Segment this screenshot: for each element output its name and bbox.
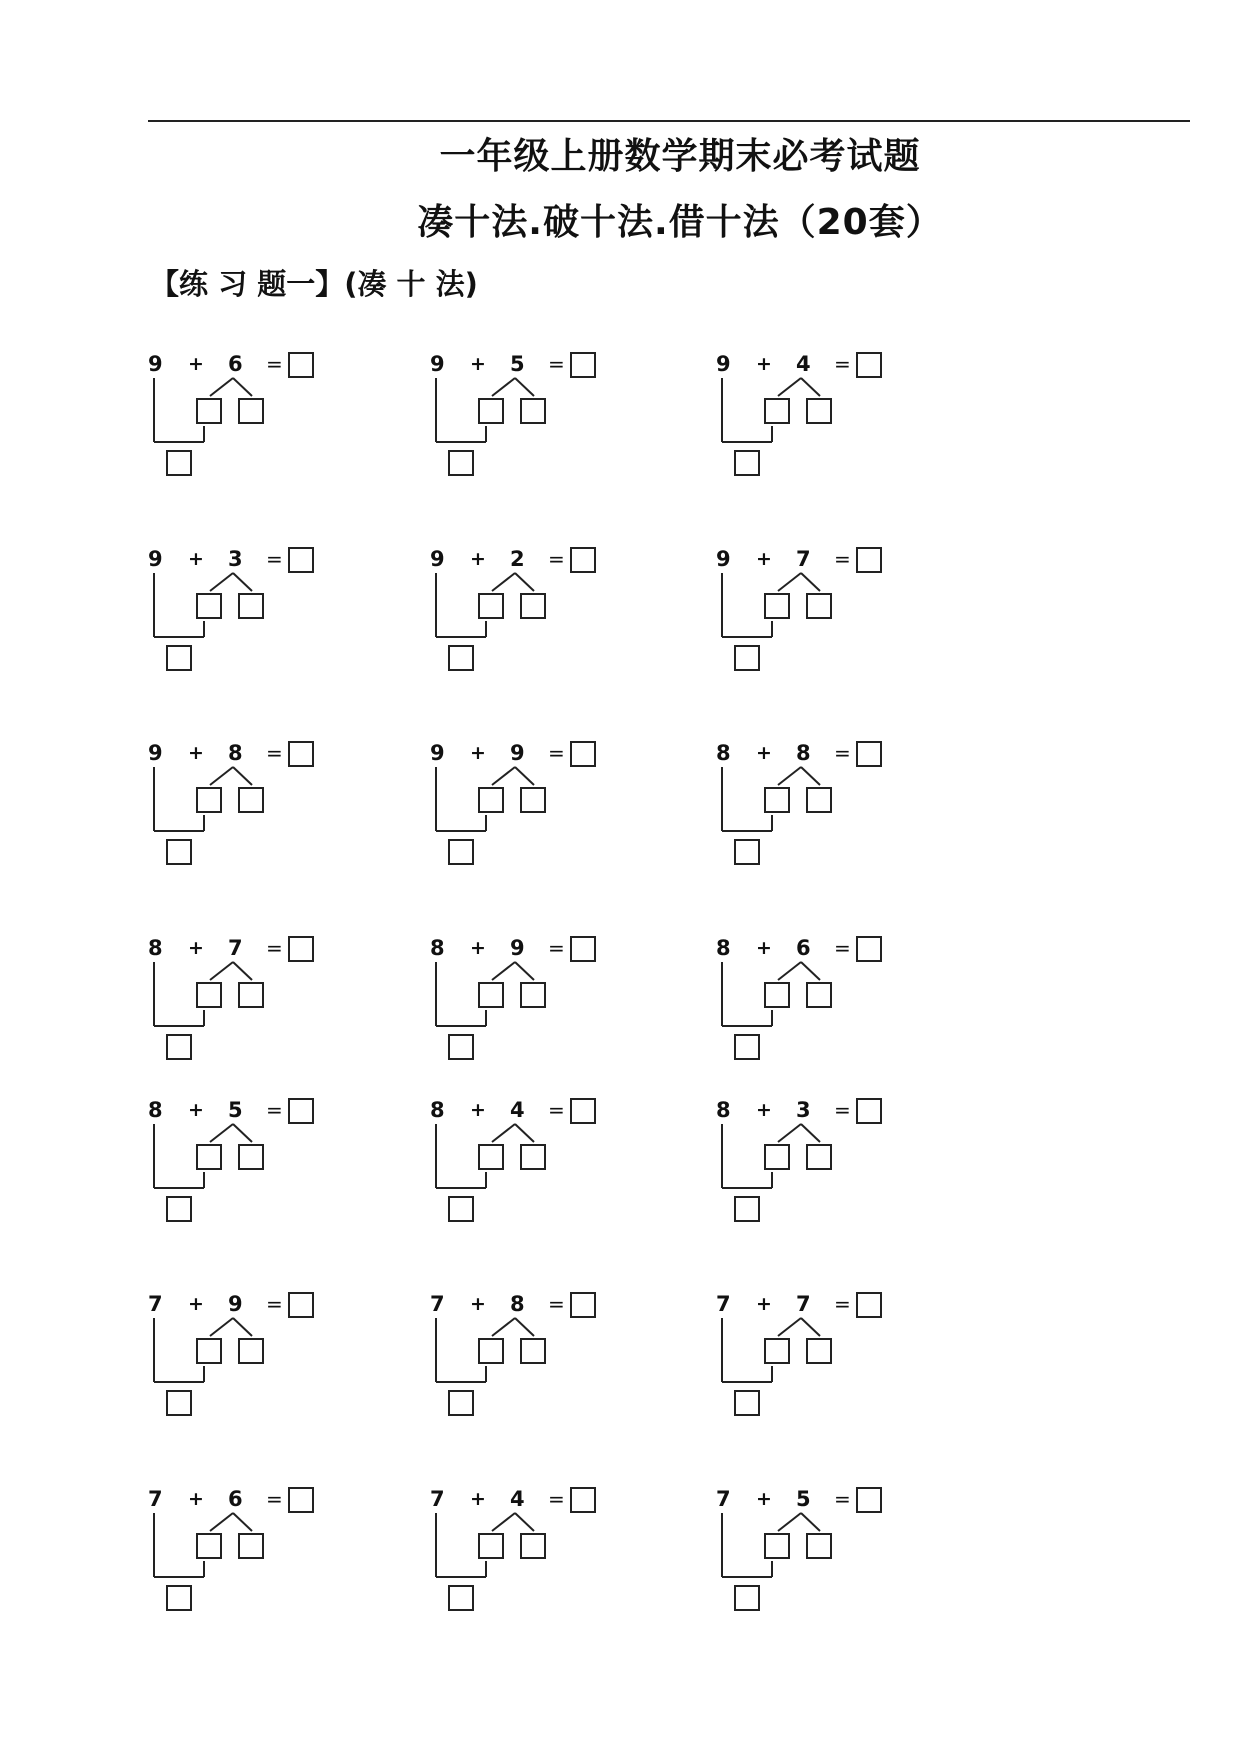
equals-sign: = xyxy=(548,547,565,571)
split-box-right[interactable] xyxy=(806,787,832,813)
answer-box[interactable] xyxy=(570,547,596,573)
addend-first: 7 xyxy=(430,1487,445,1511)
addend-first: 8 xyxy=(148,936,163,960)
ten-sum-box[interactable] xyxy=(734,645,760,671)
addend-second: 7 xyxy=(228,936,243,960)
addend-second: 5 xyxy=(796,1487,811,1511)
answer-box[interactable] xyxy=(570,1487,596,1513)
answer-box[interactable] xyxy=(570,936,596,962)
ten-sum-box[interactable] xyxy=(734,450,760,476)
equals-sign: = xyxy=(834,352,851,376)
addend-first: 8 xyxy=(716,1098,731,1122)
equals-sign: = xyxy=(266,936,283,960)
answer-box[interactable] xyxy=(288,1098,314,1124)
plus-sign: + xyxy=(470,353,486,375)
plus-sign: + xyxy=(470,1488,486,1510)
make-ten-problem xyxy=(148,741,338,891)
split-box-left[interactable] xyxy=(764,1144,790,1170)
answer-box[interactable] xyxy=(288,1487,314,1513)
ten-sum-box[interactable] xyxy=(166,839,192,865)
addend-second: 9 xyxy=(228,1292,243,1316)
equals-sign: = xyxy=(834,1098,851,1122)
plus-sign: + xyxy=(188,937,204,959)
addend-first: 8 xyxy=(430,1098,445,1122)
split-box-right[interactable] xyxy=(520,1338,546,1364)
equals-sign: = xyxy=(548,741,565,765)
answer-box[interactable] xyxy=(288,936,314,962)
ten-sum-box[interactable] xyxy=(448,450,474,476)
answer-box[interactable] xyxy=(570,741,596,767)
make-ten-problem xyxy=(430,1487,620,1637)
make-ten-problem xyxy=(430,1292,620,1442)
make-ten-problem xyxy=(148,1487,338,1637)
make-ten-problem xyxy=(148,352,338,502)
equals-sign: = xyxy=(266,741,283,765)
addend-second: 9 xyxy=(510,936,525,960)
addend-first: 7 xyxy=(716,1292,731,1316)
answer-box[interactable] xyxy=(856,741,882,767)
plus-sign: + xyxy=(188,353,204,375)
split-box-right[interactable] xyxy=(238,787,264,813)
make-ten-problem xyxy=(716,352,906,502)
split-box-left[interactable] xyxy=(764,593,790,619)
make-ten-problem xyxy=(716,741,906,891)
addend-second: 8 xyxy=(510,1292,525,1316)
answer-box[interactable] xyxy=(570,1292,596,1318)
split-box-left[interactable] xyxy=(196,1533,222,1559)
split-box-left[interactable] xyxy=(196,787,222,813)
plus-sign: + xyxy=(756,353,772,375)
split-box-right[interactable] xyxy=(520,787,546,813)
addend-first: 8 xyxy=(716,936,731,960)
split-box-right[interactable] xyxy=(806,1338,832,1364)
make-ten-problem xyxy=(430,1098,620,1248)
answer-box[interactable] xyxy=(856,352,882,378)
addend-second: 3 xyxy=(228,547,243,571)
split-box-right[interactable] xyxy=(520,593,546,619)
ten-sum-box[interactable] xyxy=(166,1390,192,1416)
top-rule xyxy=(148,120,1190,122)
addend-first: 8 xyxy=(430,936,445,960)
equals-sign: = xyxy=(548,1487,565,1511)
addend-first: 7 xyxy=(430,1292,445,1316)
plus-sign: + xyxy=(188,1488,204,1510)
plus-sign: + xyxy=(470,548,486,570)
answer-box[interactable] xyxy=(288,352,314,378)
split-box-right[interactable] xyxy=(806,593,832,619)
split-box-right[interactable] xyxy=(806,1533,832,1559)
page-title: 一年级上册数学期末必考试题 xyxy=(439,136,921,177)
addend-second: 6 xyxy=(228,352,243,376)
plus-sign: + xyxy=(756,1099,772,1121)
split-box-left[interactable] xyxy=(478,593,504,619)
plus-sign: + xyxy=(470,937,486,959)
ten-sum-box[interactable] xyxy=(166,645,192,671)
make-ten-problem xyxy=(716,1292,906,1442)
ten-sum-box[interactable] xyxy=(734,1390,760,1416)
split-box-right[interactable] xyxy=(238,982,264,1008)
plus-sign: + xyxy=(470,1293,486,1315)
equals-sign: = xyxy=(266,547,283,571)
equals-sign: = xyxy=(834,936,851,960)
addend-first: 7 xyxy=(148,1292,163,1316)
split-box-right[interactable] xyxy=(520,982,546,1008)
plus-sign: + xyxy=(756,1293,772,1315)
ten-sum-box[interactable] xyxy=(166,450,192,476)
make-ten-problem xyxy=(716,1098,906,1248)
plus-sign: + xyxy=(188,1293,204,1315)
ten-sum-box[interactable] xyxy=(448,839,474,865)
equals-sign: = xyxy=(266,1098,283,1122)
addend-first: 9 xyxy=(148,741,163,765)
ten-sum-box[interactable] xyxy=(734,1585,760,1611)
addend-second: 4 xyxy=(796,352,811,376)
make-ten-problem xyxy=(148,1292,338,1442)
split-box-right[interactable] xyxy=(238,1144,264,1170)
make-ten-problem xyxy=(716,547,906,697)
plus-sign: + xyxy=(756,742,772,764)
split-box-right[interactable] xyxy=(806,398,832,424)
plus-sign: + xyxy=(756,937,772,959)
addend-second: 5 xyxy=(510,352,525,376)
addend-first: 9 xyxy=(430,741,445,765)
split-box-right[interactable] xyxy=(238,398,264,424)
split-box-left[interactable] xyxy=(196,1144,222,1170)
split-box-right[interactable] xyxy=(238,1533,264,1559)
split-box-left[interactable] xyxy=(478,398,504,424)
ten-sum-box[interactable] xyxy=(734,839,760,865)
addend-second: 3 xyxy=(796,1098,811,1122)
addend-first: 9 xyxy=(148,547,163,571)
split-box-left[interactable] xyxy=(764,1338,790,1364)
equals-sign: = xyxy=(834,741,851,765)
split-box-left[interactable] xyxy=(196,982,222,1008)
split-box-right[interactable] xyxy=(238,593,264,619)
split-box-right[interactable] xyxy=(520,398,546,424)
addend-second: 6 xyxy=(228,1487,243,1511)
addend-first: 9 xyxy=(716,352,731,376)
answer-box[interactable] xyxy=(856,1098,882,1124)
addend-first: 9 xyxy=(716,547,731,571)
addend-first: 8 xyxy=(716,741,731,765)
addend-second: 4 xyxy=(510,1487,525,1511)
ten-sum-box[interactable] xyxy=(166,1585,192,1611)
equals-sign: = xyxy=(548,936,565,960)
make-ten-problem xyxy=(430,352,620,502)
split-box-right[interactable] xyxy=(520,1533,546,1559)
plus-sign: + xyxy=(470,1099,486,1121)
split-box-left[interactable] xyxy=(196,1338,222,1364)
plus-sign: + xyxy=(756,1488,772,1510)
split-box-left[interactable] xyxy=(478,1144,504,1170)
page-subtitle: 凑十法.破十法.借十法（20套） xyxy=(417,202,943,243)
split-box-right[interactable] xyxy=(806,982,832,1008)
addend-first: 9 xyxy=(430,547,445,571)
ten-sum-box[interactable] xyxy=(448,1585,474,1611)
plus-sign: + xyxy=(470,742,486,764)
split-box-left[interactable] xyxy=(196,593,222,619)
addend-second: 7 xyxy=(796,1292,811,1316)
ten-sum-box[interactable] xyxy=(166,1034,192,1060)
addend-first: 9 xyxy=(148,352,163,376)
addend-second: 6 xyxy=(796,936,811,960)
split-box-left[interactable] xyxy=(478,1533,504,1559)
equals-sign: = xyxy=(266,1487,283,1511)
equals-sign: = xyxy=(834,1487,851,1511)
addend-first: 7 xyxy=(148,1487,163,1511)
equals-sign: = xyxy=(548,352,565,376)
addend-first: 7 xyxy=(716,1487,731,1511)
addend-second: 4 xyxy=(510,1098,525,1122)
make-ten-problem xyxy=(148,1098,338,1248)
answer-box[interactable] xyxy=(288,1292,314,1318)
split-box-left[interactable] xyxy=(196,398,222,424)
addend-second: 9 xyxy=(510,741,525,765)
ten-sum-box[interactable] xyxy=(734,1196,760,1222)
split-box-right[interactable] xyxy=(520,1144,546,1170)
addend-second: 8 xyxy=(796,741,811,765)
answer-box[interactable] xyxy=(856,936,882,962)
addend-second: 8 xyxy=(228,741,243,765)
equals-sign: = xyxy=(548,1292,565,1316)
equals-sign: = xyxy=(834,547,851,571)
plus-sign: + xyxy=(188,548,204,570)
ten-sum-box[interactable] xyxy=(734,1034,760,1060)
ten-sum-box[interactable] xyxy=(448,1390,474,1416)
split-box-right[interactable] xyxy=(806,1144,832,1170)
make-ten-problem xyxy=(430,936,620,1086)
answer-box[interactable] xyxy=(570,1098,596,1124)
split-box-left[interactable] xyxy=(478,982,504,1008)
equals-sign: = xyxy=(266,1292,283,1316)
plus-sign: + xyxy=(756,548,772,570)
addend-second: 2 xyxy=(510,547,525,571)
make-ten-problem xyxy=(148,936,338,1086)
answer-box[interactable] xyxy=(856,1487,882,1513)
split-box-left[interactable] xyxy=(764,398,790,424)
equals-sign: = xyxy=(266,352,283,376)
addend-second: 7 xyxy=(796,547,811,571)
make-ten-problem xyxy=(716,936,906,1086)
addend-second: 5 xyxy=(228,1098,243,1122)
split-box-left[interactable] xyxy=(764,982,790,1008)
section-heading: 【练 习 题一】(凑 十 法) xyxy=(150,267,478,301)
split-box-left[interactable] xyxy=(478,1338,504,1364)
ten-sum-box[interactable] xyxy=(448,1196,474,1222)
addend-first: 8 xyxy=(148,1098,163,1122)
make-ten-problem xyxy=(148,547,338,697)
plus-sign: + xyxy=(188,742,204,764)
make-ten-problem xyxy=(716,1487,906,1637)
ten-sum-box[interactable] xyxy=(448,1034,474,1060)
ten-sum-box[interactable] xyxy=(448,645,474,671)
split-box-left[interactable] xyxy=(764,787,790,813)
split-box-right[interactable] xyxy=(238,1338,264,1364)
ten-sum-box[interactable] xyxy=(166,1196,192,1222)
equals-sign: = xyxy=(548,1098,565,1122)
make-ten-problem xyxy=(430,547,620,697)
answer-box[interactable] xyxy=(288,547,314,573)
plus-sign: + xyxy=(188,1099,204,1121)
answer-box[interactable] xyxy=(856,547,882,573)
split-box-left[interactable] xyxy=(478,787,504,813)
make-ten-problem xyxy=(430,741,620,891)
answer-box[interactable] xyxy=(856,1292,882,1318)
answer-box[interactable] xyxy=(570,352,596,378)
split-box-left[interactable] xyxy=(764,1533,790,1559)
addend-first: 9 xyxy=(430,352,445,376)
equals-sign: = xyxy=(834,1292,851,1316)
answer-box[interactable] xyxy=(288,741,314,767)
